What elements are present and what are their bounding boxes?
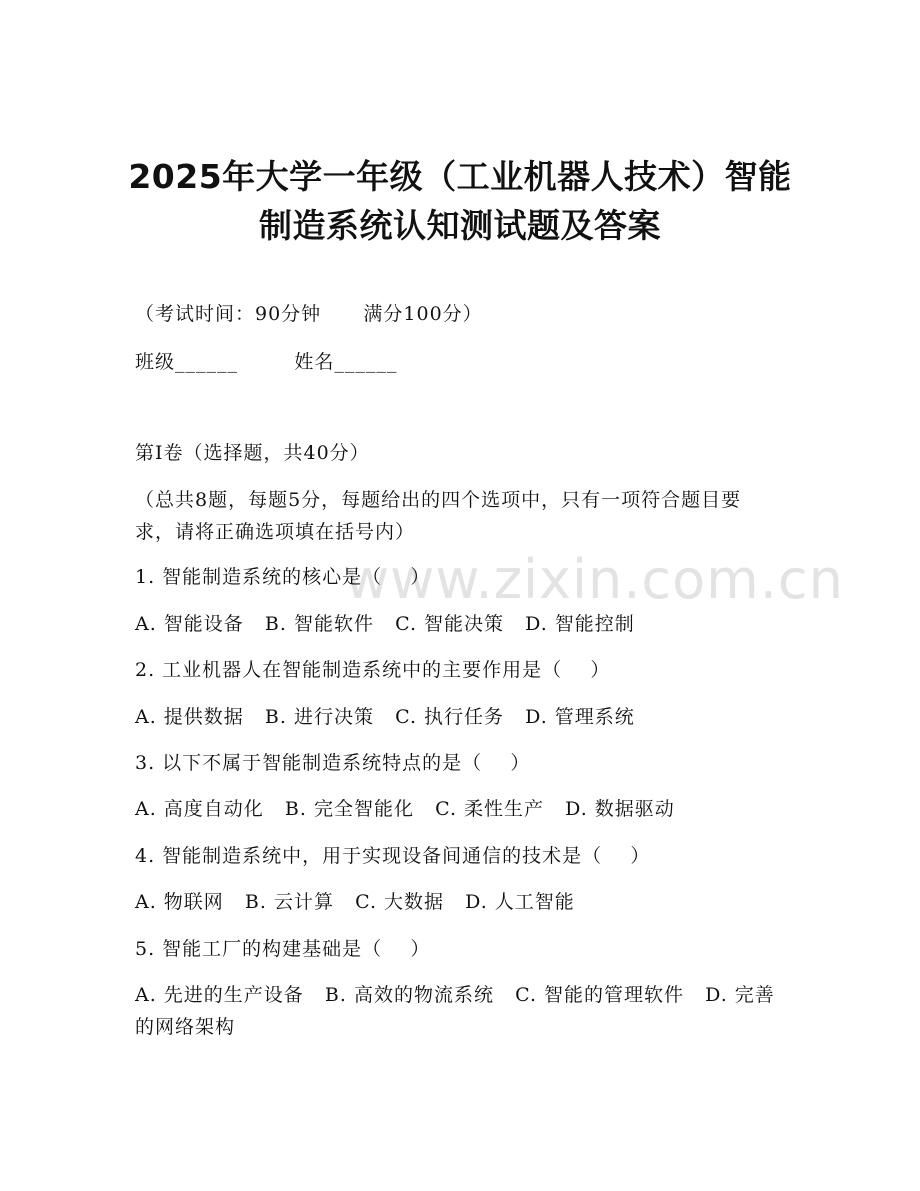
question-2-options: A. 提供数据 B. 进行决策 C. 执行任务 D. 管理系统 — [135, 706, 635, 728]
watermark: www.zixin.com.cn — [345, 548, 844, 611]
instructions: （总共8题，每题5分，每题给出的四个选项中，只有一项符合题目要求，请将正确选项填在括号内） — [135, 489, 742, 543]
question-5-stem: 5. 智能工厂的构建基础是（ ） — [135, 938, 431, 960]
question-1-options: A. 智能设备 B. 智能软件 C. 智能决策 D. 智能控制 — [135, 613, 635, 635]
section-title: 第I卷（选择题，共40分） — [135, 442, 370, 464]
question-4-options: A. 物联网 B. 云计算 C. 大数据 D. 人工智能 — [135, 891, 575, 913]
question-3-options: A. 高度自动化 B. 完全智能化 C. 柔性生产 D. 数据驱动 — [135, 798, 675, 820]
question-1-stem: 1. 智能制造系统的核心是（ ） — [135, 566, 431, 588]
question-4-stem: 4. 智能制造系统中，用于实现设备间通信的技术是（ ） — [135, 845, 651, 867]
class-name-fields: 班级______ 姓名______ — [135, 351, 398, 373]
question-3-stem: 3. 以下不属于智能制造系统特点的是（ ） — [135, 752, 531, 774]
document-title-line-1: 2025年大学一年级（工业机器人技术）智能 — [128, 157, 792, 196]
document-title-line-2: 制造系统认知测试题及答案 — [259, 206, 661, 245]
exam-info: （考试时间：90分钟 满分100分） — [135, 303, 483, 325]
question-5-options: A. 先进的生产设备 B. 高效的物流系统 C. 智能的管理软件 D. 完善的网络架构 — [135, 984, 775, 1038]
question-2-stem: 2. 工业机器人在智能制造系统中的主要作用是（ ） — [135, 659, 611, 681]
